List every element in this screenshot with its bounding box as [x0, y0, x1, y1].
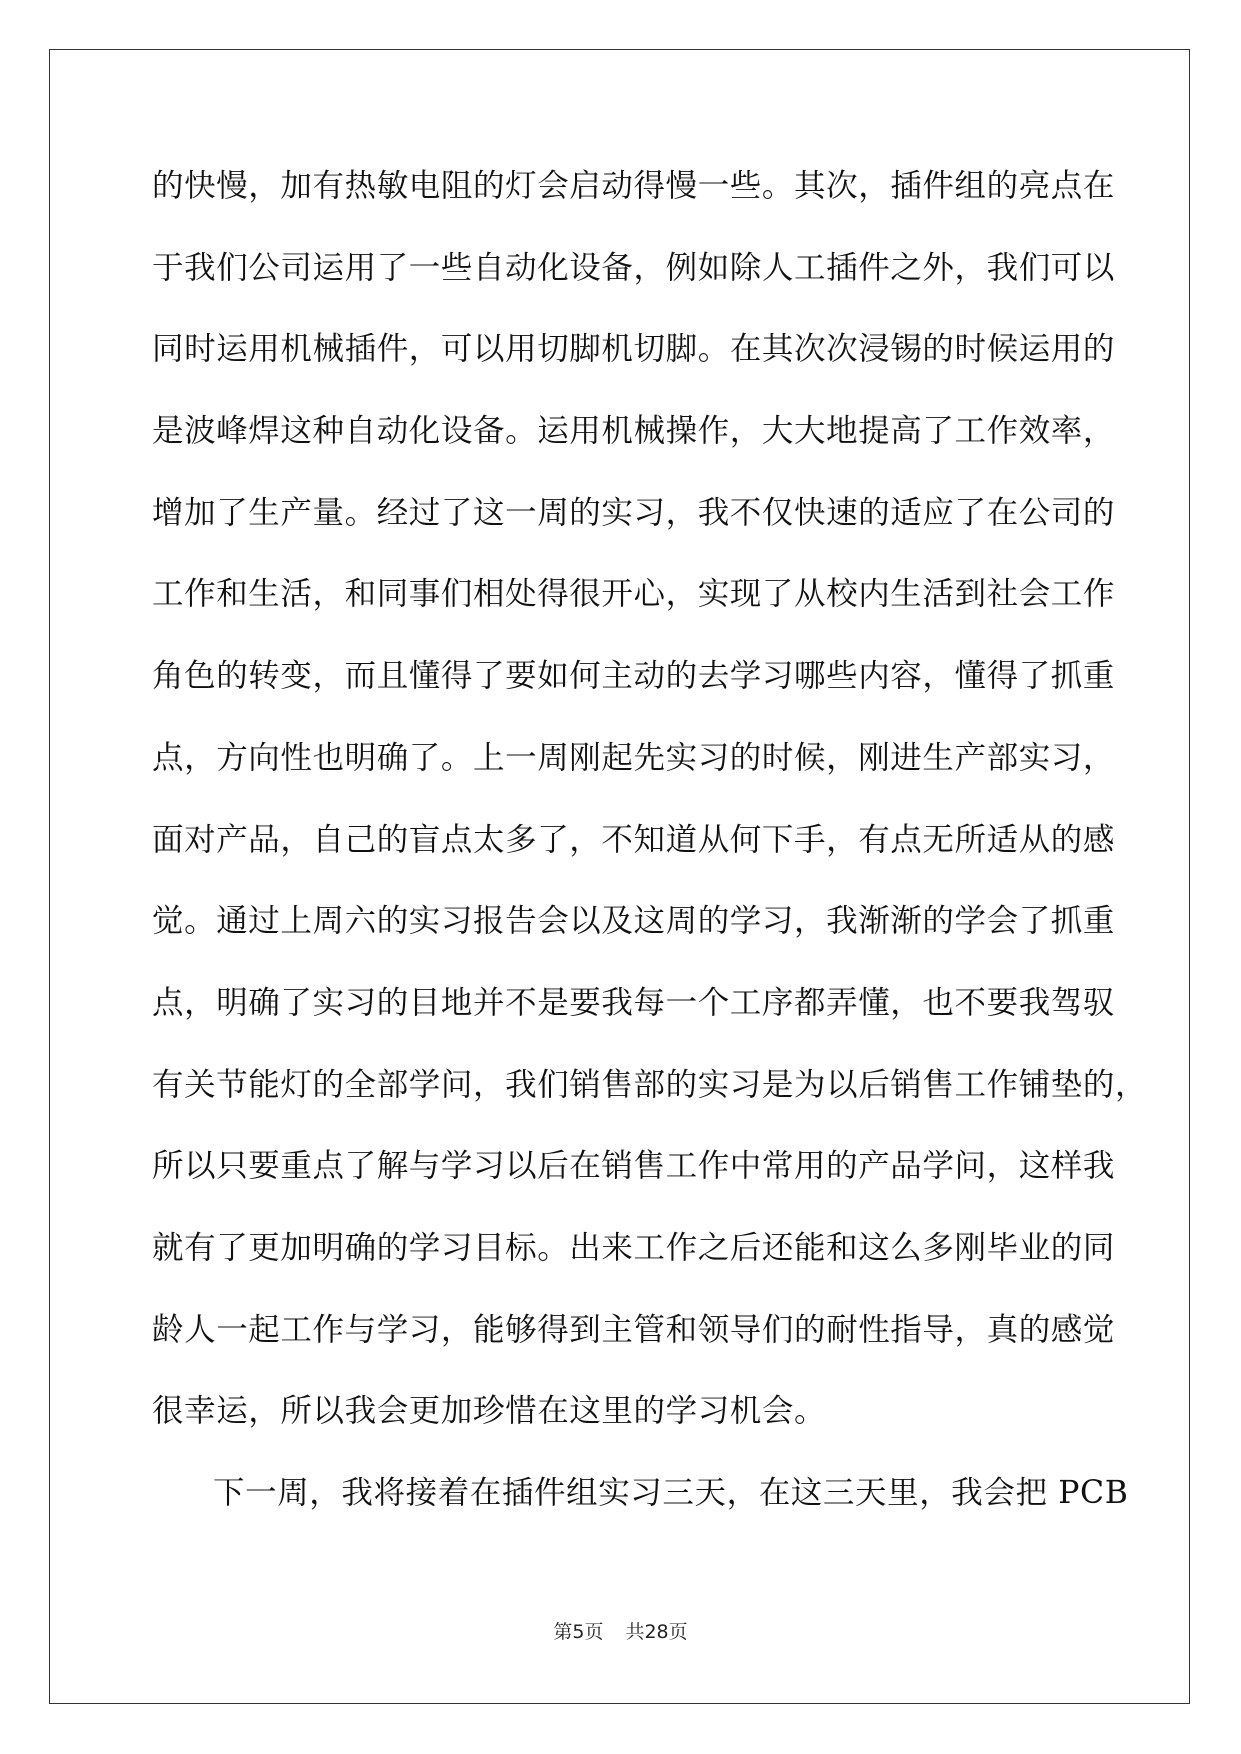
- text-line: 增加了生产量。经过了这一周的实习，我不仅快速的适应了在公司的: [152, 494, 1116, 531]
- text-line: 很幸运，所以我会更加珍惜在这里的学习机会。: [152, 1393, 827, 1430]
- page-footer: [0, 1617, 1241, 1644]
- page-number: 5: [572, 1621, 585, 1643]
- text-line: 是波峰焊这种自动化设备。运用机械操作，大大地提高了工作效率，: [152, 413, 1116, 450]
- document-body: [152, 164, 1148, 1553]
- text-line: 就有了更加明确的学习目标。出来工作之后还能和这么多刚毕业的同: [152, 1229, 1116, 1266]
- text-line: 的快慢，加有热敏电阻的灯会启动得慢一些。其次，插件组的亮点在: [152, 168, 1116, 204]
- text-line: 于我们公司运用了一些自动化设备，例如除人工插件之外，我们可以: [152, 249, 1116, 286]
- text-line: 觉。通过上周六的实习报告会以及这周的学习，我渐渐的学会了抓重: [152, 903, 1116, 940]
- text-line: 有关节能灯的全部学问，我们销售部的实习是为以后销售工作铺垫的，: [152, 1066, 1148, 1103]
- page-prefix: 第: [553, 1621, 573, 1643]
- text-line: 点，方向性也明确了。上一周刚起先实习的时候，刚进生产部实习，: [152, 739, 1116, 776]
- page-suffix: 页: [584, 1621, 604, 1643]
- text-line: 同时运用机械插件，可以用切脚机切脚。在其次次浸锡的时候运用的: [152, 331, 1116, 368]
- text-line: 龄人一起工作与学习，能够得到主管和领导们的耐性指导，真的感觉: [152, 1311, 1116, 1348]
- total-prefix: 共: [625, 1621, 645, 1643]
- text-line: 工作和生活，和同事们相处得很开心，实现了从校内生活到社会工作: [152, 576, 1116, 613]
- paragraph-first-line: 下一周，我将接着在插件组实习三天，在这三天里，我会把 PCB: [213, 1475, 1129, 1511]
- text-line: 面对产品，自己的盲点太多了，不知道从何下手，有点无所适从的感: [152, 821, 1116, 858]
- total-pages: 28: [644, 1621, 669, 1643]
- text-line: 点，明确了实习的目地并不是要我每一个工序都弄懂，也不要我驾驭: [152, 984, 1116, 1021]
- text-line: 角色的转变，而且懂得了要如何主动的去学习哪些内容，懂得了抓重: [152, 658, 1116, 695]
- text-line: 所以只要重点了解与学习以后在销售工作中常用的产品学问，这样我: [152, 1148, 1116, 1185]
- total-suffix: 页: [668, 1621, 688, 1643]
